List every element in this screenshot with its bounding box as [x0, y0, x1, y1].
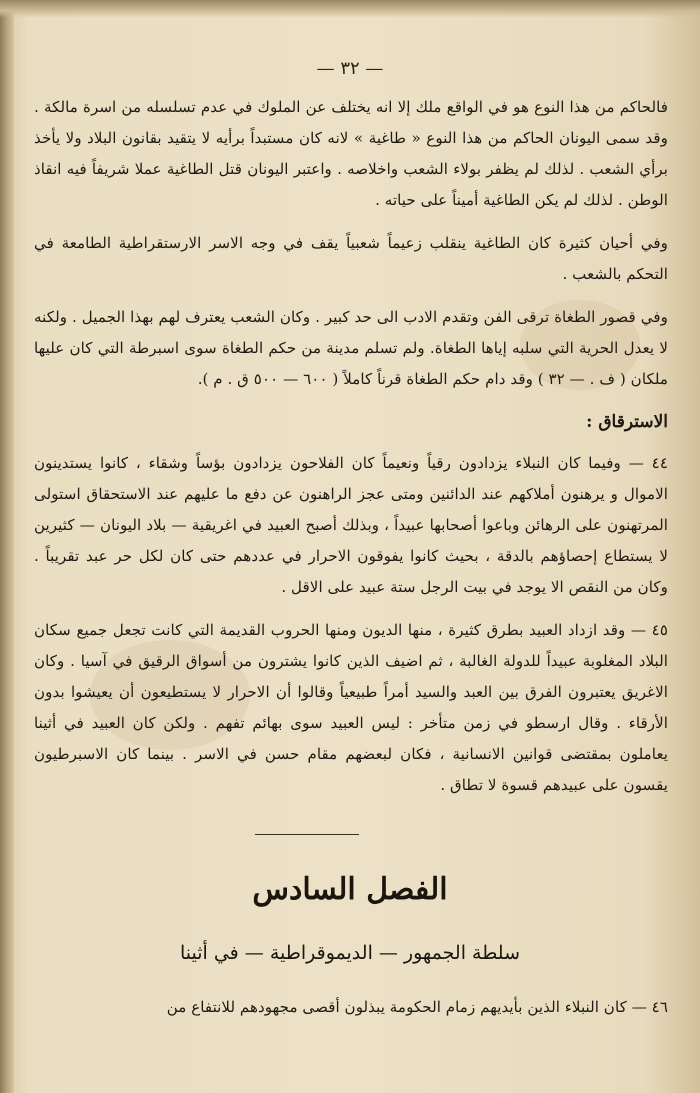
section-heading-slavery: الاسترقاق :	[586, 412, 668, 432]
section-divider	[255, 834, 359, 835]
section-title: سلطة الجمهور — الديموقراطية — في أثينا	[179, 942, 521, 964]
paragraph-tyrant-leader: وفي أحيان كثيرة كان الطاغية ينقلب زعيماً شعبياً يقف في وجه الاسر الارستقراطية الطامعة في التحكم بالشعب .	[34, 234, 668, 283]
paragraph-tyrant-courts: وفي قصور الطغاة ترقى الفن وتقدم الادب الى حد كبير . وكان الشعب يعترف لهم بهذا الجميل . ولكنه لا يعدل الحرية التي سلبه إياها الطغاة. ولم تسلم مدينة من حكم الطغاة سوى اسبرطة التي كان عليها ملكان ( ف . — ٣٢ ) وقد دام حكم الطغاة قرناً كاملاً ( ٦٠٠ — ٥٠٠ ق . م ).	[34, 308, 668, 388]
page-binding-edge	[0, 0, 14, 1093]
chapter-title: الفصل السادس	[252, 872, 448, 907]
paragraph-46: ٤٦ — كان النبلاء الذين بأيديهم زمام الحكومة يبذلون أقصى مجهودهم للانتفاع من	[166, 998, 668, 1016]
paragraph-45: ٤٥ — وقد ازداد العبيد بطرق كثيرة ، منها الديون ومنها الحروب القديمة التي كانت تجعل جميع سكان البلاد المغلوبة عبيداً للدولة الغالبة ، ثم اضيف الذين كانوا يشترون من أسواق الرقيق في آسيا . وكان الاغريق يعتبرون الفرق بين العبد والسيد أمراً طبيعياً وقالوا أن الاحرار لا يستطيعون أن يعيشوا بدون الأرقاء . وقال ارسطو في زمن متأخر : ليس العبيد سوى بهائم تفهم . ولكن كان العبيد في أثينا يعاملون بمقتضى قوانين الانسانية ، فكان لبعضهم مقام حسن في الاسر . بينما كان الاسبرطيون يقسون على عبيدهم قسوة لا تطاق .	[34, 621, 668, 794]
paragraph-tyrant-definition: فالحاكم من هذا النوع هو في الواقع ملك إلا انه يختلف عن الملوك في عدم تسلسله من اسرة مالكة . وقد سمى اليونان الحاكم من هذا النوع « طاغية » لانه كان مستبداً برأيه لا يتقيد بقانون البلاد ولا يأخذ برأي الشعب . لذلك لم يظفر بولاء الشعب واخلاصه . واعتبر اليونان قتل الطاغية عملا شريفاً فيه انقاذ الوطن . لذلك لم يكن الطاغية أميناً على حياته .	[34, 98, 668, 209]
paragraph-44: ٤٤ — وفيما كان النبلاء يزدادون رقياً ونعيماً كان الفلاحون يزدادون بؤساً وشقاء ، كانوا يستدينون الاموال و يرهنون أملاكهم عند الدائنين ومتى عجز الراهنون عن دفع ما عليهم عند الاستحقاق استولى المرتهنون على الرهائن وباعوا أصحابها عبيداً ، وبذلك أصبح العبيد في اغريقية — بلاد اليونان — كثيرين لا يستطاع إحصاؤهم بالدقة ، بحيث كانوا يفوقون الاحرار في عددهم حتى كان لكل حر عبد تقريباً . وكان من النقص الا يوجد في بيت الرجل ستة عبيد على الاقل .	[34, 454, 668, 596]
page-number: — ٣٢ —	[316, 58, 384, 79]
body-text	[34, 92, 668, 813]
page-top-edge	[0, 0, 700, 18]
